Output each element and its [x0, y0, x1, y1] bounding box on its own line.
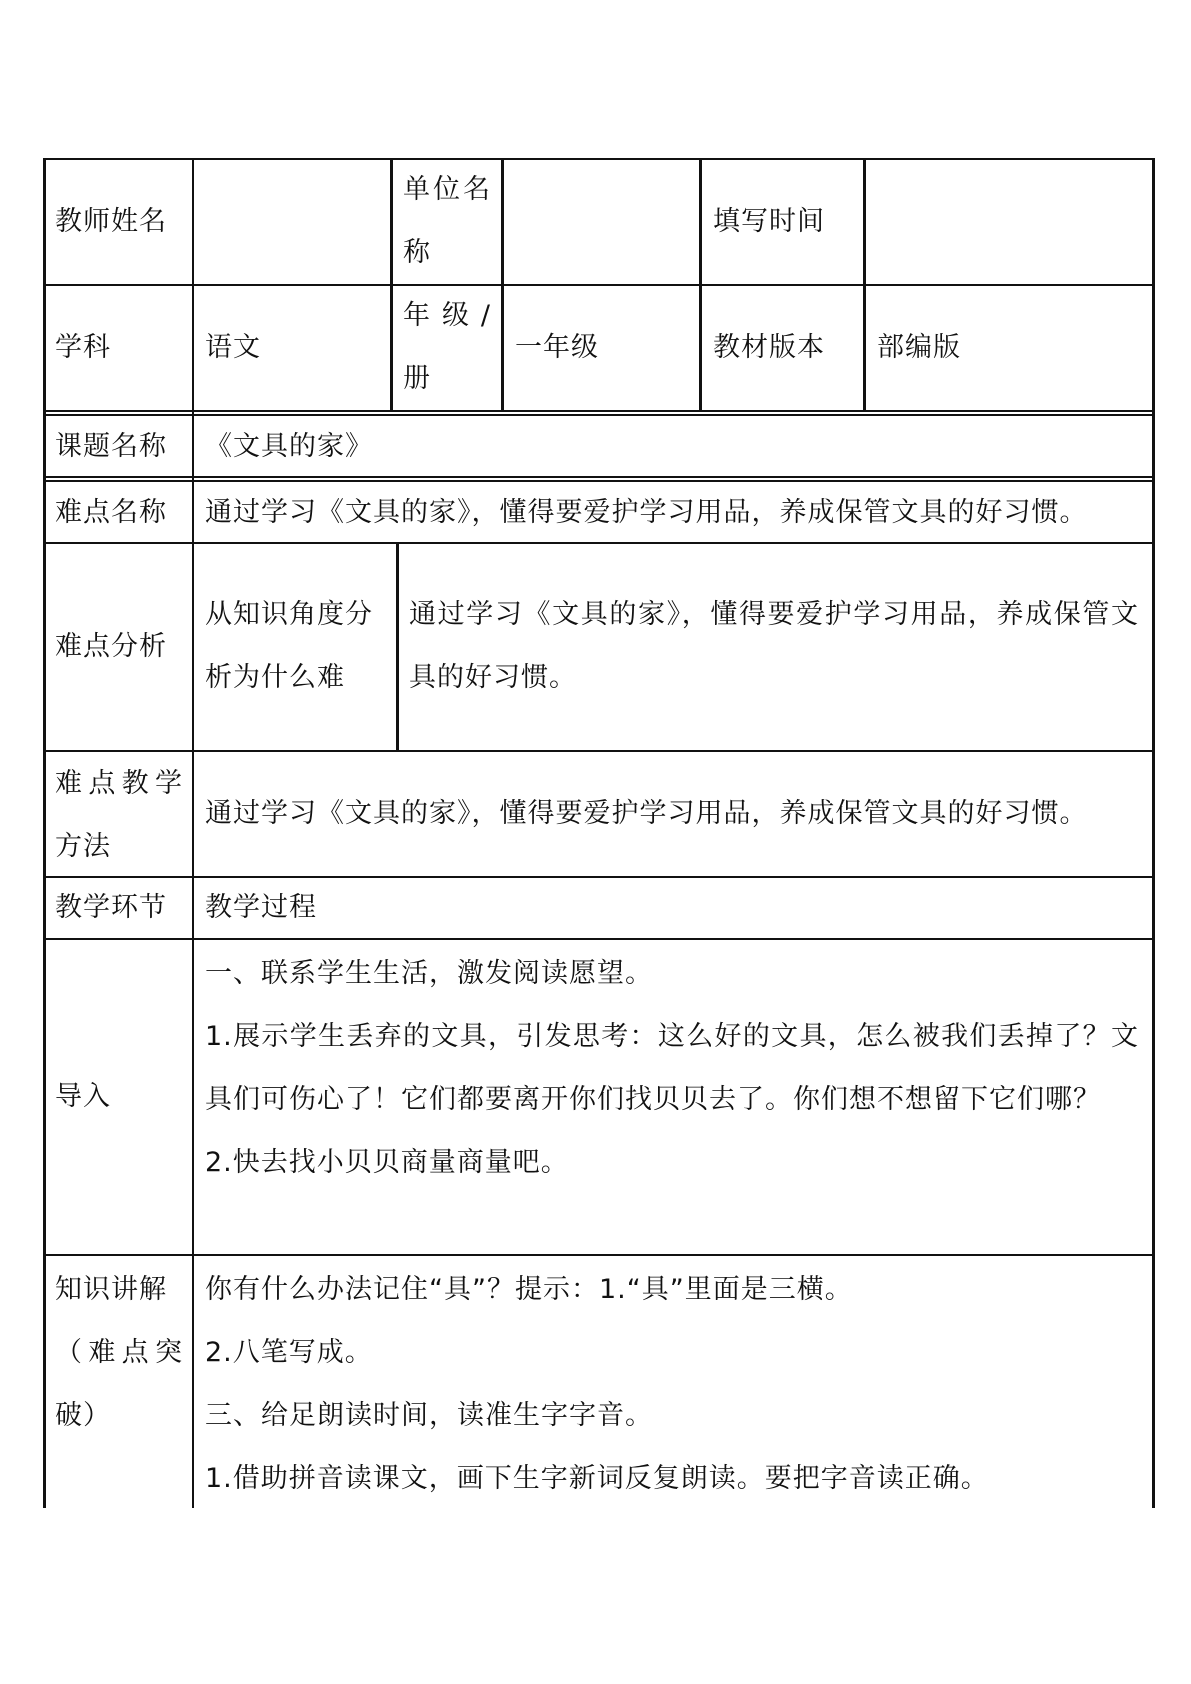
subject-label: 学科: [55, 331, 111, 363]
process-line: 1.展示学生丢弃的文具，引发思考：这么好的文具，怎么被我们丢掉了？文: [205, 1021, 1139, 1052]
difficulty-name-label: 难点名称: [55, 496, 167, 528]
teaching-method-value: 通过学习《文具的家》，懂得要爱护学习用品，养成保管文具的好习惯。: [205, 797, 1088, 829]
row-border: [43, 158, 1155, 160]
unit-name-label: 单位名 称: [403, 174, 491, 268]
analysis-knowledge-angle: 从知识角度分 析为什么难: [205, 599, 373, 693]
textbook-edition-value: 部编版: [877, 331, 961, 363]
row-border: [43, 410, 1155, 412]
process-line: 2.八笔写成。: [205, 1337, 373, 1368]
column-border: [390, 158, 393, 412]
fill-date-label: 填写时间: [713, 205, 825, 237]
lesson-title-value: 《文具的家》: [205, 430, 373, 462]
column-border: [192, 158, 194, 1508]
textbook-edition-label: 教材版本: [713, 331, 825, 363]
column-border: [699, 158, 702, 412]
process-line: 2.快去找小贝贝商量商量吧。: [205, 1147, 569, 1178]
process-line: 具们可伤心了！它们都要离开你们找贝贝去了。你们想不想留下它们哪？: [205, 1084, 1101, 1115]
intro-process-text: [205, 942, 1139, 1194]
analysis-reason-text: 通过学习《文具的家》，懂得要爱护学习用品，养成保管文 具的好习惯。: [409, 599, 1139, 693]
teaching-stage-header: 教学环节: [55, 891, 167, 923]
process-line: 你有什么办法记住“具”？提示：1.“具”里面是三横。: [205, 1274, 853, 1305]
column-border: [396, 542, 399, 750]
column-border: [43, 158, 46, 1508]
teaching-process-header: 教学过程: [205, 891, 317, 923]
column-border: [863, 158, 866, 412]
teacher-name-label: 教师姓名: [55, 205, 167, 237]
column-border: [501, 158, 504, 412]
process-line: 一、联系学生生活，激发阅读愿望。: [205, 958, 653, 989]
knowledge-process-text: [205, 1258, 1139, 1510]
teaching-method-label: 难点教学 方法: [55, 768, 183, 862]
lesson-title-label: 课题名称: [55, 430, 167, 462]
grade-label: 年级/ 册: [403, 300, 491, 394]
difficulty-name-value: 通过学习《文具的家》，懂得要爱护学习用品，养成保管文具的好习惯。: [205, 496, 1088, 528]
row-border: [43, 1254, 1155, 1256]
intro-stage-label: 导入: [55, 1080, 111, 1112]
difficulty-analysis-label: 难点分析: [55, 630, 167, 662]
subject-value: 语文: [205, 331, 261, 363]
process-line: 三、给足朗读时间，读准生字字音。: [205, 1400, 653, 1431]
lesson-plan-table: [43, 158, 1155, 1508]
process-line: 1.借助拼音读课文，画下生字新词反复朗读。要把字音读正确。: [205, 1463, 989, 1494]
grade-value: 一年级: [515, 331, 599, 363]
column-border: [1152, 158, 1155, 1508]
knowledge-stage-label: 知识讲解 （难点突 破）: [55, 1274, 183, 1431]
